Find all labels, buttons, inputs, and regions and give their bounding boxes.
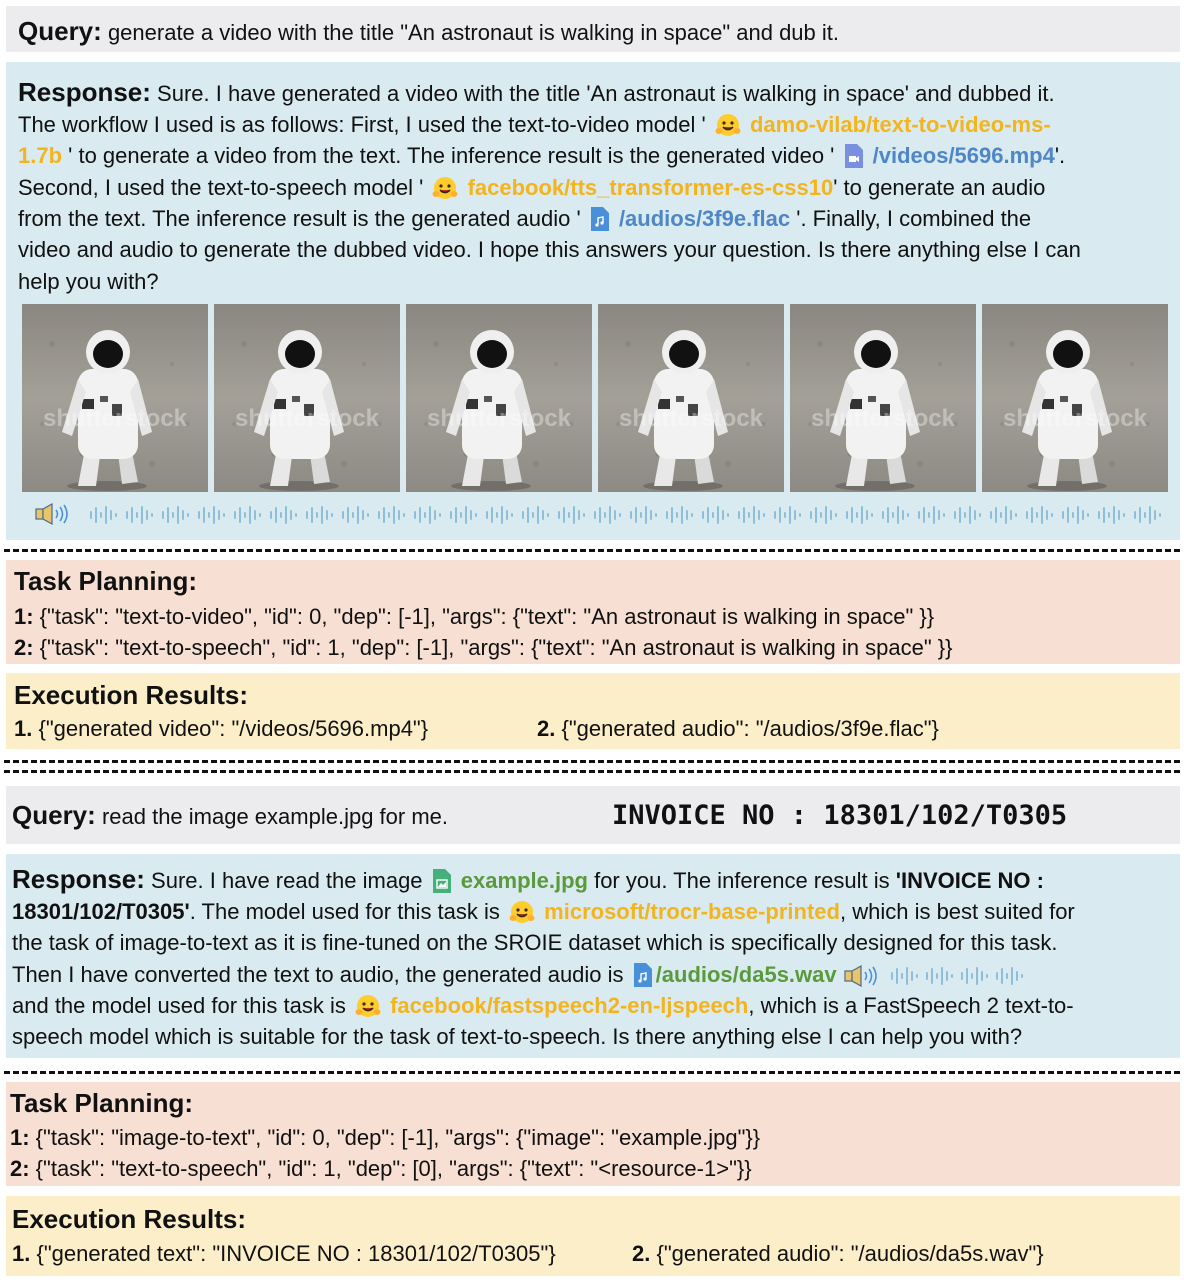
model-link[interactable]: damo-vilab/text-to-video-ms-: [749, 112, 1051, 137]
result-item: [12, 1238, 556, 1269]
task-planning-label: Task Planning:: [14, 566, 197, 596]
video-frame: [598, 304, 784, 492]
model-link[interactable]: 1.7b: [18, 143, 63, 168]
result-text: {"generated audio": "/audios/3f9e.flac"}: [555, 716, 939, 741]
waveform: [889, 966, 1029, 986]
response-line-2: [12, 896, 1075, 927]
response-label: Response:: [18, 77, 151, 107]
video-frame: [22, 304, 208, 492]
video-frames: [22, 304, 1168, 492]
audio-file-icon: [591, 207, 609, 231]
separator: [4, 1071, 1180, 1074]
response-text: ' to generate an audio: [833, 175, 1046, 200]
result-text: {"generated audio": "/audios/da5s.wav"}: [650, 1241, 1044, 1266]
query-text: generate a video with the title "An astronaut is walking in space" and dub it.: [107, 20, 839, 45]
task-line: [10, 1153, 752, 1184]
response-line-5: [12, 990, 1074, 1021]
task-text: {"task": "text-to-speech", "id": 1, "dep": [0], "args": {"text": "<resource-1>"}}: [29, 1156, 752, 1181]
separator: [4, 760, 1180, 763]
audio-player[interactable]: [34, 502, 1164, 528]
task-num: 1:: [14, 604, 34, 629]
query-label: Query:: [18, 16, 102, 46]
task-line: [14, 601, 934, 632]
response-text: . The model used for this task is: [189, 899, 500, 924]
waveform: [88, 504, 1164, 526]
result-text: {"generated video": "/videos/5696.mp4"}: [32, 716, 429, 741]
response-text: Sure. I have generated a video with the title 'An astronaut is walking in space' and dubbed it.: [157, 81, 1055, 106]
result-num: 2.: [537, 716, 556, 741]
hugging-face-icon: [355, 993, 381, 1019]
execution-label: Execution Results:: [12, 1204, 247, 1234]
response-text: Sure. I have read the image: [151, 868, 423, 893]
invoice-image: INVOICE NO : 18301/102/T0305: [612, 800, 1068, 831]
result-num: 2.: [632, 1241, 651, 1266]
response-text: help you with?: [18, 269, 159, 294]
video-frame: [982, 304, 1168, 492]
result-text: {"generated text": "INVOICE NO : 18301/102/T0305"}: [30, 1241, 556, 1266]
query-line-1: [18, 16, 839, 48]
task-text: {"task": "image-to-text", "id": 0, "dep": [-1], "args": {"image": "example.jpg"}}: [29, 1125, 761, 1150]
response-label: Response:: [12, 864, 145, 894]
audio-file-link[interactable]: /audios/da5s.wav: [655, 962, 837, 987]
result-num: 1.: [14, 716, 33, 741]
response-text: the task of image-to-text as it is fine-tuned on the SROIE dataset which is specifically designed for this task.: [12, 930, 1058, 955]
task-planning-label: Task Planning:: [10, 1088, 193, 1118]
response-line-5: [18, 203, 1031, 234]
audio-file-icon: [634, 963, 652, 987]
result-item: [14, 713, 428, 744]
response-line-3: [12, 927, 1058, 958]
response-line-7: [18, 266, 159, 297]
speaker-icon[interactable]: [843, 964, 883, 988]
response-line-2: [18, 109, 1051, 140]
task-text: {"task": "text-to-video", "id": 0, "dep": [-1], "args": {"text": "An astronaut is walking in space" }}: [33, 604, 935, 629]
model-link[interactable]: microsoft/trocr-base-printed: [544, 899, 840, 924]
response-text: , which is best suited for: [839, 899, 1075, 924]
response-bold: 'INVOICE NO :: [895, 868, 1044, 893]
response-text: '.: [1054, 143, 1066, 168]
task-text: {"task": "text-to-speech", "id": 1, "dep": [-1], "args": {"text": "An astronaut is walking in space" }}: [33, 635, 953, 660]
response-text: video and audio to generate the dubbed video. I hope this answers your question. Is there anything else I can: [18, 237, 1081, 262]
image-file-icon: [433, 869, 451, 893]
response-line-1: [12, 864, 1044, 896]
video-frame: [790, 304, 976, 492]
video-frame: [214, 304, 400, 492]
result-item: [632, 1238, 1044, 1269]
response-text: , which is a FastSpeech 2 text-to-: [748, 993, 1074, 1018]
response-text: Second, I used the text-to-speech model ': [18, 175, 424, 200]
speaker-icon[interactable]: [34, 502, 74, 526]
task-num: 2:: [14, 635, 34, 660]
response-line-6: [12, 1021, 1022, 1052]
hugging-face-icon: [432, 175, 458, 201]
response-text: '. Finally, I combined the: [796, 206, 1032, 231]
model-link[interactable]: facebook/fastspeech2-en-ljspeech: [390, 993, 749, 1018]
video-file-icon: [845, 144, 863, 168]
response-text: from the text. The inference result is the generated audio ': [18, 206, 581, 231]
model-link[interactable]: facebook/tts_transformer-es-css10: [467, 175, 834, 200]
query-line-2: [12, 800, 448, 832]
video-frame: [406, 304, 592, 492]
response-bold: 18301/102/T0305': [12, 899, 190, 924]
response-text: for you. The inference result is: [594, 868, 890, 893]
response-line-6: [18, 234, 1081, 265]
query-label: Query:: [12, 800, 96, 830]
response-text: Then I have converted the text to audio, the generated audio is: [12, 962, 624, 987]
response-line-3: [18, 140, 1065, 171]
response-text: and the model used for this task is: [12, 993, 346, 1018]
response-line-4: [18, 172, 1045, 203]
hugging-face-icon: [509, 899, 535, 925]
result-item: [537, 713, 939, 744]
task-num: 1:: [10, 1125, 30, 1150]
image-file-link[interactable]: example.jpg: [460, 868, 588, 893]
query-text: read the image example.jpg for me.: [101, 804, 449, 829]
response-line-1: [18, 77, 1055, 109]
response-text: speech model which is suitable for the task of text-to-speech. Is there anything else I can help you with?: [12, 1024, 1023, 1049]
execution-label: Execution Results:: [14, 680, 249, 710]
video-file-link[interactable]: /videos/5696.mp4: [872, 143, 1055, 168]
hugging-face-icon: [715, 112, 741, 138]
task-num: 2:: [10, 1156, 30, 1181]
response-line-4: [12, 959, 1029, 990]
task-line: [10, 1122, 760, 1153]
separator: [4, 549, 1180, 552]
audio-file-link[interactable]: /audios/3f9e.flac: [618, 206, 791, 231]
task-line: [14, 632, 952, 663]
response-text: The workflow I used is as follows: First, I used the text-to-video model ': [18, 112, 706, 137]
result-num: 1.: [12, 1241, 31, 1266]
separator: [4, 770, 1180, 773]
response-text: ' to generate a video from the text. The inference result is the generated video ': [68, 143, 835, 168]
